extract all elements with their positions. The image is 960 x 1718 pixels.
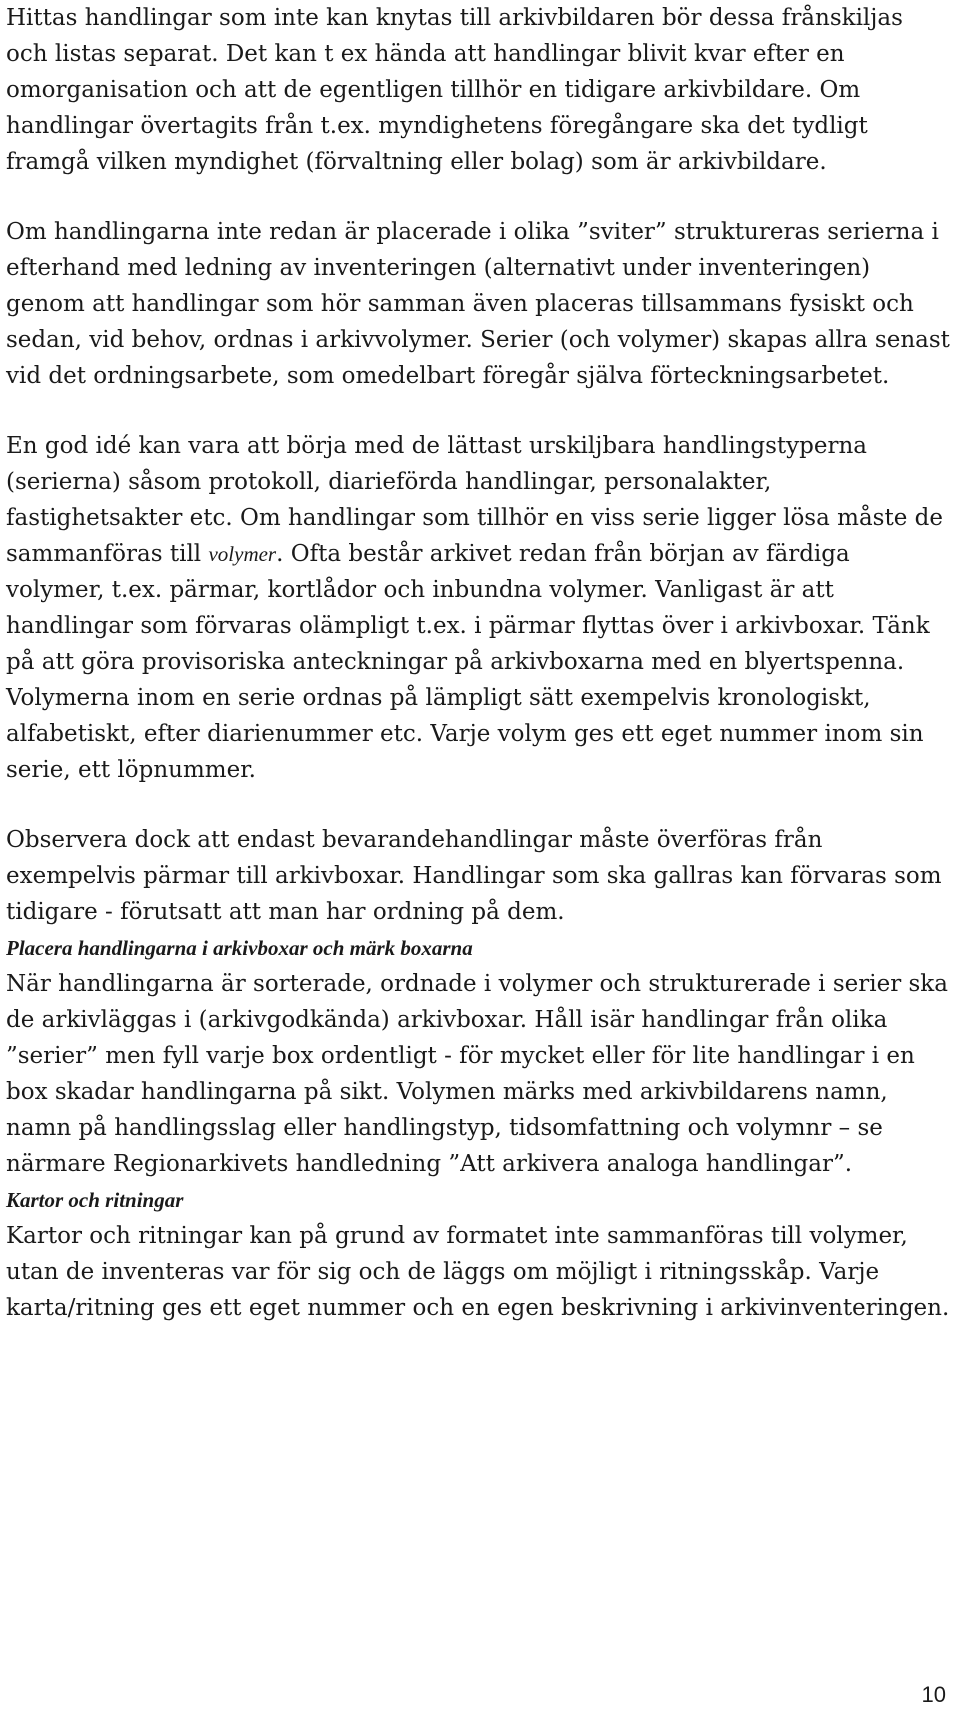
paragraph-structure-series: Om handlingarna inte redan är placerade i olika ”sviter” struktureras serierna i efterhand med ledning av inventeringen (alternativt under inventeringen) genom att handlingar som hör samman även placeras tillsammans fysiskt och sedan, vid behov, ordnas i arkivvolymer. Serier (och volymer) skapas allra senast vid det ordningsarbete, som omedelbart föregår själva förteckningsarbetet. — [6, 219, 950, 389]
paragraph-volumes-text-end: . Ofta består arkivet redan från början av färdiga volymer, t.ex. pärmar, kortlådor och inbundna volymer. Vanligast är att handlingar som förvaras olämpligt t.ex. i pärmar flyttas över i arkivboxar. Tänk på att göra provisoriska anteckningar på arkivboxarna med en blyertspenna. Volymerna inom en serie ordnas på lämpligt sätt exempelvis kronologiskt, alfabetiskt, efter diarienummer etc. Varje volym ges ett eget nummer inom sin serie, ett löpnummer. — [6, 541, 930, 783]
paragraph-separate-records: Hittas handlingar som inte kan knytas till arkivbildaren bör dessa frånskiljas och listas separat. Det kan t ex hända att handlingar blivit kvar efter en omorganisation och att de egentligen tillhör en tidigare arkivbildare. Om handlingar övertagits från t.ex. myndighetens föregångare ska det tydligt framgå vilken myndighet (förvaltning eller bolag) som är arkivbildare. — [6, 5, 903, 175]
section-heading-archive-boxes: Placera handlingarna i arkivboxar och märk boxarna — [6, 936, 473, 960]
section-heading-maps-drawings: Kartor och ritningar — [6, 1188, 184, 1212]
page-number: 10 — [921, 1682, 946, 1707]
paragraph-volumes — [6, 428, 950, 788]
document-page — [6, 0, 950, 1326]
paragraph-archive-boxes: När handlingarna är sorterade, ordnade i volymer och strukturerade i serier ska de arkivläggas i (arkivgodkända) arkivboxar. Håll isär handlingar från olika ”serier” men fyll varje box ordentligt - för mycket eller för lite handlingar i en box skadar handlingarna på sikt. Volymen märks med arkivbildarens namn, namn på handlingsslag eller handlingstyp, tidsomfattning och volymnr – se närmare Regionarkivets handledning ”Att arkivera analoga handlingar”. — [6, 971, 948, 1177]
paragraph-volumes-text-start: En god idé kan vara att börja med de lättast urskiljbara handlingstyperna (serierna) såsom protokoll, diarieförda handlingar, personalakter, fastighetsakter etc. Om handlingar som tillhör en viss serie ligger lösa måste de sammanföras till — [6, 433, 943, 567]
paragraph-maps-drawings: Kartor och ritningar kan på grund av formatet inte sammanföras till volymer, utan de inventeras var för sig och de läggs om möjligt i ritningsskåp. Varje karta/ritning ges ett eget nummer och en egen beskrivning i arkivinventeringen. — [6, 1223, 950, 1321]
volumes-term: volymer — [208, 542, 277, 566]
paragraph-preservation-note: Observera dock att endast bevarandehandlingar måste överföras från exempelvis pärmar till arkivboxar. Handlingar som ska gallras kan förvaras som tidigare - förutsatt att man har ordning på dem. — [6, 827, 942, 925]
